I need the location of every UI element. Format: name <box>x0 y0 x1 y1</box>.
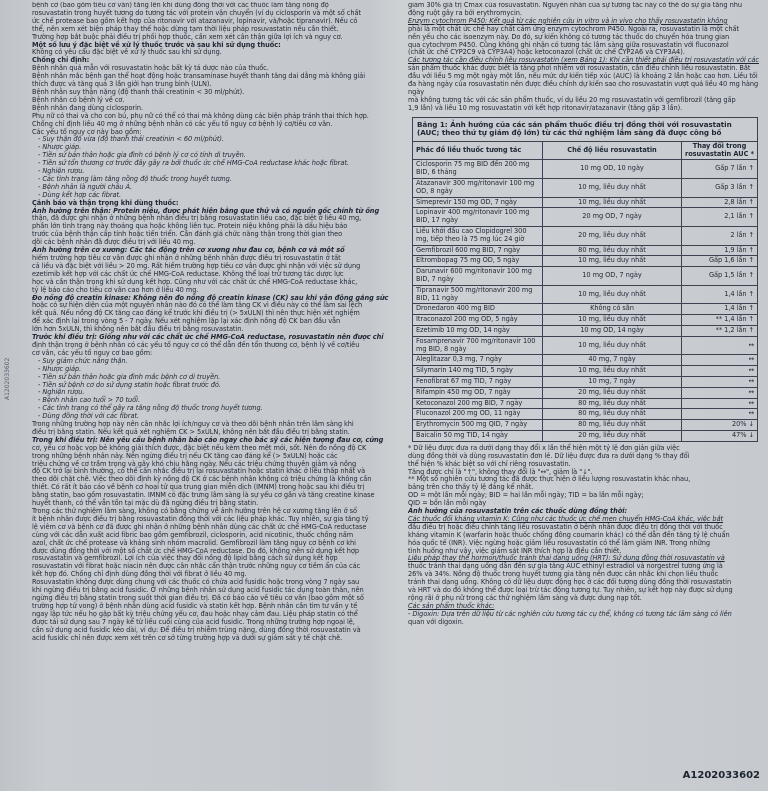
cell-interacting-drug: Ketoconazol 200 mg BID, 7 ngày <box>413 398 543 409</box>
text-line: thể hiện % khác biệt so với chỉ riêng rosuvastatin. <box>408 459 571 468</box>
text-line: - Bệnh nhân là người châu Á. <box>38 182 133 191</box>
text-line: azol, chất ức chế protease và kháng sinh nhóm macrolid. Gemfibrozil làm tăng nguy cơ bệnh cơ khi <box>32 538 356 547</box>
text-line: OD = một lần mỗi ngày; BID = hai lần mỗi ngày; TID = ba lần mỗi ngày; <box>408 491 644 500</box>
table-row <box>413 179 758 198</box>
cell-auc-change: ↔ <box>682 398 758 409</box>
text-line: giảm 30% giá trị Cmax của rosuvastatin. Nguyên nhân của sự tương tác này có thể do sự gia tăng nhu <box>408 2 742 9</box>
text-line: - Dùng kết hợp các fibrat. <box>38 190 122 199</box>
text-line: cần sử dụng acid fusidic kéo dài, ví dụ: Để điều trị nhiễm trùng nặng, dùng đồng thời rosuvastatin và <box>32 625 361 634</box>
table-row <box>413 326 758 337</box>
text-line: QID = bốn lần mỗi ngày <box>408 499 487 508</box>
text-line: 1,9 lần) và liều 10 mg rosuvastatin với kết hợp ritonavir/atazanavir (tăng gấp 3 lần). <box>408 103 683 112</box>
cell-rosuvastatin-dose: 10 mg OD, 10 ngày <box>543 160 682 179</box>
text-line: Các thuốc đối kháng vitamin K: Cũng như các thuốc ức chế men chuyển HMG-CoA khác, việc bắt <box>408 514 724 523</box>
text-line: kết hợp đó. Chống chỉ định dùng đồng thời với fibrat ở liều 40 mg. <box>32 570 247 579</box>
table-row <box>413 355 758 366</box>
text-line: thận, đã được ghi nhận ở những bệnh nhân điều trị bằng rosuvastatin liều cao, đặc biệt ở liều 40 mg, <box>32 214 362 223</box>
cell-rosuvastatin-dose: 20 mg OD, 7 ngày <box>543 208 682 227</box>
text-line: Trong các thử nghiệm lâm sàng, không có bằng chứng về ảnh hưởng trên hệ cơ xương tăng lên ở số <box>32 507 357 515</box>
text-line: - Suy thận độ vừa (độ thanh thải creatinin < 60 ml/phút). <box>38 135 224 144</box>
cell-interacting-drug: Darunavir 600 mg/ritonavir 100 mg BID, 7 ngày <box>413 267 543 286</box>
text-line: điều trị bằng statin. Nếu kết quả xét nghiệm CK > 5xULN, không nên bắt đầu điều trị bằng statin. <box>32 427 350 436</box>
text-line: đầu với liều 5 mg một ngày một lần, nếu mức dự kiến tiếp xúc (AUC) là khoảng 2 lần hoặc cao hơn. Liều tối <box>408 72 758 81</box>
text-line: Enzym cytochrom P450: Kết quả từ các nghiên cứu in vitro và in vivo cho thấy rosuvastatin không <box>408 16 728 25</box>
table-row <box>413 245 758 256</box>
cell-auc-change: Gấp 7 lần ↑ <box>682 160 758 179</box>
table-row <box>413 285 758 304</box>
text-line: tỷ lệ báo cáo cho tiêu cơ vân cao hơn ở liều 40 mg. <box>32 285 199 294</box>
text-line: * Dữ liệu được đưa ra dưới dạng thay đổi x lần thể hiện một tỷ lệ đơn giản giữa việc <box>408 443 680 452</box>
cell-auc-change: ** 1,4 lần ↑ <box>682 315 758 326</box>
cell-auc-change: 1,4 lần ↑ <box>682 285 758 304</box>
text-line: theo dõi chặt chẽ. Việc theo dõi định kỳ nồng độ CK ở các bệnh nhân không có triệu chứng là không cần <box>32 475 372 484</box>
right-bottom-text <box>408 445 762 627</box>
text-line: qua cytochrom P450. Cũng không ghi nhận có tương tác lâm sàng giữa rosuvastatin với fluconazol <box>408 40 729 49</box>
text-line: động ruột gây ra bởi erythromycin. <box>408 8 522 17</box>
text-line: - Tiền sử bản thân hoặc gia đình mắc bệnh cơ di truyền. <box>38 372 221 381</box>
cell-rosuvastatin-dose: 10 mg, liều duy nhất <box>543 197 682 208</box>
cell-rosuvastatin-dose: 20 mg, liều duy nhất <box>543 430 682 441</box>
side-code: A1202033602 <box>4 357 11 400</box>
header-interacting-drug: Phác đồ liều thuốc tương tác <box>413 141 543 160</box>
text-line: dõi các bệnh nhân đã được điều trị với liều 40 mg. <box>32 238 196 247</box>
cell-rosuvastatin-dose: 10 mg, liều duy nhất <box>543 285 682 304</box>
text-line: huyết thanh, có thể vẫn tồn tại mặc dù đã ngừng điều trị bằng statin. <box>32 499 259 508</box>
cell-rosuvastatin-dose: 80 mg, liều duy nhất <box>543 398 682 409</box>
text-line: ngay lập tức nếu họ gặp bất kỳ triệu chứng yếu cơ, đau hoặc nhạy cảm đau. Liệu pháp statin có thể <box>32 609 358 618</box>
text-line: rosuvastatin với fibrat hoặc niacin nên được cân nhắc cẩn thận trước những nguy cơ tiềm ẩn của các <box>32 562 361 571</box>
text-line: acid fusidic chỉ nên được xem xét trên cơ sở từng trường hợp và dưới sự giám sát y tế chặt chẽ. <box>32 633 343 642</box>
text-line: - Nghiện rượu. <box>38 167 85 176</box>
text-line: Trường hợp bắt buộc phải điều trị phối hợp thuốc, cần xem xét cân thận giữa lợi ích và nguy cơ. <box>32 32 343 41</box>
cell-interacting-drug: Atazanavir 300 mg/ritonavir 100 mg OD, 8 ngày <box>413 179 543 198</box>
text-line: bằng statin, bao gồm rosuvastatin. IMNM có đặc trưng lâm sàng là sự yếu cơ gần và tăng creatine kinase <box>32 491 375 500</box>
cell-auc-change: ↔ <box>682 377 758 388</box>
cell-auc-change: 1,4 lần ↑ <box>682 304 758 315</box>
cell-interacting-drug: Itraconazol 200 mg OD, 5 ngày <box>413 315 543 326</box>
cell-interacting-drug: Liều khởi đầu cao Clopidogrel 300 mg, tiếp theo là 75 mg lúc 24 giờ <box>413 227 543 246</box>
text-line: định thận trọng ở bệnh nhân có các yếu tố nguy cơ có thể dẫn đến tổn thương cơ, bệnh lý về cơ/tiêu <box>32 340 360 349</box>
table-row <box>413 160 758 179</box>
text-line: bệnh cơ (bao gồm tiêu cơ vân) tăng lên khi dùng đồng thời với các thuốc làm tăng nồng độ <box>32 2 329 9</box>
text-line: tình huống như vậy, việc giám sát INR thích hợp là điều cần thiết. <box>408 546 622 555</box>
text-line: trường hợp tử vong) ở bệnh nhân dùng acid fusidic và statin kết hợp. Bệnh nhân cần tìm tư vấn y tế <box>32 601 358 610</box>
text-line: rộng rãi ở phụ nữ trong các thử nghiệm lâm sàng và được dung nạp tốt. <box>408 594 642 602</box>
text-line: Cảnh báo và thận trọng khi dùng thuốc: <box>32 198 179 207</box>
text-line: Bệnh nhân suy thận nặng (độ thanh thải creatinin < 30 ml/phút). <box>32 87 245 96</box>
text-line: triệu chứng về cơ trầm trọng và gây khó chịu hằng ngày. Nếu các triệu chứng thuyên giảm và nồng <box>32 459 357 468</box>
text-line: - Nghiện rượu. <box>38 388 85 397</box>
cell-rosuvastatin-dose: 10 mg OD, 14 ngày <box>543 326 682 337</box>
text-line: tránh thai dạng uống. Không có dữ liệu dược động học ở các đối tượng dùng đồng thời rosuvastatin <box>408 578 732 587</box>
text-line: Ảnh hưởng của rosuvastatin trên các thuốc dùng đồng thời: <box>408 507 628 516</box>
cell-interacting-drug: Ezetimib 10 mg OD, 14 ngày <box>413 326 543 337</box>
table-row <box>413 304 758 315</box>
text-line: phải là một chất ức chế hay chất cảm ứng enzym cytochrom P450. Ngoài ra, rosuvastatin là một chất <box>408 24 739 33</box>
right-column <box>408 2 762 764</box>
table-row <box>413 197 758 208</box>
table-row <box>413 315 758 326</box>
text-line: mà không tương tác với các sản phẩm thuốc, ví dụ liều 20 mg rosuvastatin với gemfibrozil (tăng gấp <box>408 95 736 104</box>
cell-auc-change: 2,8 lần ↑ <box>682 197 758 208</box>
text-line: rosuvastatin trong huyết tương do tương tác với protein vận chuyển (ví dụ ciclosporin và một số chất <box>32 8 362 17</box>
cell-auc-change: Gấp 1,6 lần ↑ <box>682 256 758 267</box>
cell-interacting-drug: Eltrombopag 75 mg OD, 5 ngày <box>413 256 543 267</box>
cell-interacting-drug: Silymarin 140 mg TID, 5 ngày <box>413 366 543 377</box>
text-line: - Tiền sử bản thân hoặc gia đình có bệnh lý cơ có tính di truyền. <box>38 151 246 160</box>
text-line: và HRT và do đó không thể được loại trừ tác động tương tự. Tuy nhiên, sự kết hợp này được sử dụng <box>408 586 733 595</box>
document-code: A1202033602 <box>682 770 760 781</box>
text-line: độ CK trở lại bình thường, có thể cân nhắc điều trị lại rosuvastatin hoặc statin khác ở liều thấp nhất và <box>32 467 366 476</box>
table-row <box>413 420 758 431</box>
text-line: 26% và 34%. Nồng độ thuốc trong huyết tương gia tăng nên được cân nhắc khi chọn liều thuốc <box>408 570 719 579</box>
text-line: - Dùng đồng thời với các fibrat. <box>38 412 140 421</box>
cell-rosuvastatin-dose: 10 mg, liều duy nhất <box>543 336 682 355</box>
cell-rosuvastatin-dose: 40 mg, 7 ngày <box>543 355 682 366</box>
text-line: Ảnh hưởng trên thận: Protein niệu, được phát hiện bằng que thử và có nguồn gốc chính từ ống <box>32 206 380 215</box>
cell-interacting-drug: Fluconazol 200 mg OD, 11 ngày <box>413 409 543 420</box>
text-line: thể, nên xem xét biện pháp thay thế hoặc dừng tạm thời liệu pháp rosuvastatin nếu cần thiết. <box>32 24 339 33</box>
text-line: học và cần thận trọng khi sử dụng kết hợp. Cũng như với các chất ức chế HMG-CoA reductase khác, <box>32 277 358 286</box>
text-line: rosuvastatin và gemfibrozil. Lợi ích của việc thay đổi nồng độ lipid bằng cách sử dụng kết hợp <box>32 554 338 563</box>
table-row <box>413 208 758 227</box>
cell-interacting-drug: Tipranavir 500 mg/ritonavir 200 mg BID, 11 ngày <box>413 285 543 304</box>
text-line: ít bệnh nhân được điều trị bằng rosuvastatin đồng thời với các liệu pháp khác. Tuy nhiên, sự gia tăng tỷ <box>32 514 369 523</box>
cell-auc-change: ** 1,2 lần ↑ <box>682 326 758 337</box>
text-line: Đo nồng độ creatin kinase: Không nên đo nồng độ creatin kinase (CK) sau khi vận động gắng sức <box>32 293 389 302</box>
text-line: được dùng đồng thời với một số chất ức chế HMG-CoA reductase. Do đó, không nên sử dụng kết hợp <box>32 546 360 555</box>
table-header-row <box>413 141 758 160</box>
text-line: dùng đồng thời và dùng rosuvastatin đơn lẻ. Dữ liệu được đưa ra dưới dạng % thay đổi <box>408 451 690 460</box>
cell-auc-change: 20% ↓ <box>682 420 758 431</box>
text-line: được tái sử dụng sau 7 ngày kể từ liều cuối cùng của acid fusidic. Trong những trường hợp ngoại lệ, <box>32 617 355 626</box>
text-line: - Các tình trạng có thể gây ra tăng nồng độ thuốc trong huyết tương. <box>38 404 263 413</box>
cell-interacting-drug: Simeprevir 150 mg OD, 7 ngày <box>413 197 543 208</box>
cell-auc-change: ↔ <box>682 366 758 377</box>
text-line: cả liều và đặc biệt với liều > 20 mg. Rất hiếm trường hợp tiêu cơ vân được ghi nhận với việc sử dụng <box>32 261 361 270</box>
text-line: Rosuvastatin không được dùng chung với các thuốc có chứa acid fusidic hoặc trong vòng 7 ngày sau <box>32 578 360 587</box>
left-column <box>32 2 396 789</box>
cell-auc-change: Gấp 3 lần ↑ <box>682 179 758 198</box>
cell-auc-change: 1,9 lần ↑ <box>682 245 758 256</box>
text-line: ezetimib kết hợp với các chất ức chế HMG-CoA reductase. Không thể loại trừ tương tác dược lực <box>32 269 344 278</box>
cell-auc-change: ↔ <box>682 409 758 420</box>
cell-auc-change: 2 lần ↑ <box>682 227 758 246</box>
table-row <box>413 256 758 267</box>
cell-rosuvastatin-dose: 10 mg OD, 7 ngày <box>543 267 682 286</box>
text-line: Trong khi điều trị: Nên yêu cầu bệnh nhân báo cáo ngay cho bác sỹ các hiện tượng đau cơ, cứng <box>32 435 384 444</box>
cell-interacting-drug: Dronedaron 400 mg BID <box>413 304 543 315</box>
text-line: sản phẩm thuốc khác được biết là tăng phơi nhiễm với rosuvastatin, cần điều chỉnh liều rosuvastatin. Bắt <box>408 64 751 73</box>
cell-interacting-drug: Erythromycin 500 mg QID, 7 ngày <box>413 420 543 431</box>
cell-rosuvastatin-dose: 20 mg, liều duy nhất <box>543 227 682 246</box>
cell-rosuvastatin-dose: 10 mg, liều duy nhất <box>543 256 682 267</box>
text-line: quan với digoxin. <box>408 617 464 626</box>
table-row <box>413 387 758 398</box>
text-line: Bệnh nhân đang dùng ciclosporin. <box>32 103 144 112</box>
text-line: Liệu pháp thay thế hormon/thuốc tránh thai dạng uống (HRT): Sử dụng đồng thời rosuvastatin và <box>408 554 725 563</box>
text-line: - Các tình trạng làm tăng nồng độ thuốc trong huyết tương. <box>38 174 232 183</box>
table-row <box>413 227 758 246</box>
text-line: Không có yêu cầu đặc biệt về xử lý thuốc sau khi sử dụng. <box>32 48 222 57</box>
text-line: kết quả. Nếu nồng độ CK tăng cao đáng kể trước khi điều trị (> 5xULN) thì nên thực hiện xét nghiệm <box>32 309 360 318</box>
text-line: phần lớn tình trạng này thoáng qua hoặc không liên tục. Protein niệu không phải là dấu hiệu báo <box>32 222 348 231</box>
cell-rosuvastatin-dose: 80 mg, liều duy nhất <box>543 420 682 431</box>
table-row <box>413 430 758 441</box>
text-line: kháng vitamin K (warfarin hoặc thuốc chống đông coumarin khác) có thể dẫn đến tăng tỷ lệ chuẩn <box>408 530 730 539</box>
text-line: cơ vân, các yếu tố nguy cơ bao gồm: <box>32 348 153 357</box>
text-line: hoặc có sự hiện diện của một nguyên nhân nào đó có thể làm tăng CK vì điều này có thể làm sai lệch <box>32 301 363 310</box>
text-line: Trước khi điều trị: Giống như với các chất ức chế HMG-CoA reductase, rosuvastatin nên được chỉ <box>32 333 384 342</box>
text-line: lớn hơn 5xULN, thì không nên bắt đầu điều trị bằng rosuvastatin. <box>32 325 244 334</box>
cell-auc-change: ↔ <box>682 336 758 355</box>
cell-interacting-drug: Baicalin 50 mg TID, 14 ngày <box>413 430 543 441</box>
text-line: - Nhược giáp. <box>38 143 82 152</box>
text-line: lệ viêm cơ và bệnh cơ đã được ghi nhận ở những bệnh nhân dùng các chất ức chế HMG-CoA reductase <box>32 522 367 531</box>
text-line: - Tiền sử tổn thương cơ trước đây gây ra bởi thuốc ức chế HMG-CoA reductase khác hoặc fibrat. <box>38 159 349 168</box>
text-line: Bệnh nhân mắc bệnh gan thể hoạt động hoặc transaminase huyết thanh tăng dai dẳng mà không giải <box>32 72 366 81</box>
text-line: - Tiền sử bệnh cơ do sử dụng statin hoặc fibrat trước đó. <box>38 380 221 389</box>
text-line: cơ, yếu cơ hoặc vọp bẻ không giải thích được, đặc biệt nếu kèm theo mệt mỏi, sốt. Nên đo nồng độ CK <box>32 443 367 452</box>
cell-interacting-drug: Ciclosporin 75 mg BID đến 200 mg BID, 6 tháng <box>413 160 543 179</box>
cell-rosuvastatin-dose: Không có sẵn <box>543 304 682 315</box>
table-row <box>413 366 758 377</box>
cell-auc-change: Gấp 1,5 lần ↑ <box>682 267 758 286</box>
text-line: - Suy giảm chức năng thận. <box>38 356 128 365</box>
table-row <box>413 267 758 286</box>
text-line: Ảnh hưởng trên cơ xương: Các tác động trên cơ xương như đau cơ, bệnh cơ và một số <box>32 246 345 255</box>
text-line: để xác định lại trong vòng 5 - 7 ngày. Nếu xét nghiệm lặp lại xác định nồng độ CK ban đầu vẫn <box>32 317 341 326</box>
text-line: Trong những trường hợp này nên cân nhắc lợi ích/nguy cơ và theo dõi bệnh nhân trên lâm sàng khi <box>32 420 354 429</box>
text-line: (chất ức chế CYP2C9 và CYP3A4) hoặc ketoconazol (chất ức chế CYP2A6 và CYP3A4). <box>408 48 685 57</box>
text-line: thiết. Có rất ít báo cáo về bệnh cơ hoại tử qua trung gian miễn dịch (IMNM) trong hoặc sau khi điều trị <box>32 483 365 492</box>
cell-auc-change: ↔ <box>682 387 758 398</box>
text-line: khi ngừng điều trị bằng acid fusidic. Ở những bệnh nhân sử dụng acid fusidic tác dụng toàn thân, nên <box>32 586 364 595</box>
text-line: hiếm trường hợp tiêu cơ vân được ghi nhận ở những bệnh nhân được điều trị rosuvastatin ở tất <box>32 254 341 262</box>
text-line: đa hàng ngày của rosuvastatin nên được điều chỉnh dự kiến sao cho rosuvastatin vượt quá liều 40 mg hàng ngày <box>408 80 759 96</box>
text-line: Các sản phẩm thuốc khác: <box>408 601 495 610</box>
text-line: ngừng điều trị bằng statin trong suốt thời gian điều trị. Đã có báo cáo về tiêu cơ vân (bao gồm một số <box>32 593 364 602</box>
cell-rosuvastatin-dose: 10 mg, liều duy nhất <box>543 179 682 198</box>
text-line: ức chế protease bao gồm kết hợp của ritonavir với atazanavir, lopinavir, và/hoặc tipranavir). Nếu có <box>32 16 358 25</box>
cell-interacting-drug: Lopinavir 400 mg/ritonavir 100 mg BID, 17 ngày <box>413 208 543 227</box>
text-line: Tăng được chỉ là "↑", không thay đổi là "↔", giảm là "↓". <box>408 467 593 476</box>
cell-rosuvastatin-dose: 20 mg, liều duy nhất <box>543 387 682 398</box>
cell-rosuvastatin-dose: 10 mg, liều duy nhất <box>543 366 682 377</box>
text-line: ** Một số nghiên cứu tương tác đã được thực hiện ở liều lượng rosuvastatin khác nhau, <box>408 475 691 484</box>
text-line: Một số lưu ý đặc biệt về xử lý thuốc trước và sau khi sử dụng thuốc: <box>32 40 281 49</box>
text-line: trước của bệnh thận cấp tính hoặc tiến triển. Cần đánh giá chức năng thận trong thời gian theo <box>32 230 343 239</box>
text-line: trong những bệnh nhân này. Nên ngừng điều trị nếu CK tăng cao đáng kể (> 5xULN) hoặc các <box>32 451 338 460</box>
right-top-text <box>408 2 762 113</box>
cell-interacting-drug: Fenofibrat 67 mg TID, 7 ngày <box>413 377 543 388</box>
text-line: thích được và tăng quá 3 lần giới hạn trung bình (ULN). <box>32 80 212 89</box>
table-row <box>413 377 758 388</box>
cell-interacting-drug: Fosamprenavir 700 mg/ritonavir 100 mg BID, 8 ngày <box>413 336 543 355</box>
cell-rosuvastatin-dose: 80 mg, liều duy nhất <box>543 245 682 256</box>
table-caption: Bảng 1: Ảnh hưởng của các sản phẩm thuốc điều trị đồng thời với rosuvastatin (AUC; theo thứ tự giảm độ lớn) từ các thử nghiệm lâm sàng đã được công bố <box>412 117 758 141</box>
table-row <box>413 398 758 409</box>
cell-rosuvastatin-dose: 80 mg, liều duy nhất <box>543 409 682 420</box>
text-line: hóa quốc tế (INR). Việc ngừng hoặc giảm liều rosuvastatin có thể làm giảm INR. Trong những <box>408 538 711 547</box>
table-row <box>413 336 758 355</box>
cell-auc-change: ↔ <box>682 355 758 366</box>
text-line: cùng với các dẫn xuất acid fibric bao gồm gemfibrozil, ciclosporin, acid nicotinic, thuốc chống nấm <box>32 530 354 539</box>
text-line: bảng trên cho thấy tỷ lệ đáng kể nhất. <box>408 483 534 492</box>
header-auc-change: Thay đổi trong rosuvastatin AUC * <box>682 141 758 160</box>
text-line: Chống chỉ định: <box>32 56 90 65</box>
cell-rosuvastatin-dose: 10 mg, 7 ngày <box>543 377 682 388</box>
text-line: - Nhược giáp. <box>38 364 82 373</box>
text-line: thuốc tránh thai dạng uống dẫn đến sự gia tăng AUC ethinyl estradiol và norgestrel tương ứng là <box>408 562 723 571</box>
cell-interacting-drug: Aleglitazar 0,3 mg, 7 ngày <box>413 355 543 366</box>
text-line: Các tương tác cần điều chỉnh liều rosuvastatin (xem Bảng 1): Khi cần thiết phải điều trị rosuvastatin với các <box>408 56 759 65</box>
cell-interacting-drug: Gemfibrozil 600 mg BID, 7 ngày <box>413 245 543 256</box>
text-line: - Digoxin: Dựa trên dữ liệu từ các nghiên cứu tương tác cụ thể, không có tương tác lâm sàng có liên <box>408 609 732 618</box>
cell-interacting-drug: Rifampin 450 mg OD, 7 ngày <box>413 387 543 398</box>
text-line: Bệnh nhân có bệnh lý về cơ. <box>32 95 125 104</box>
text-line: Các yếu tố nguy cơ này bao gồm: <box>32 127 142 136</box>
header-rosuvastatin-dose: Chế độ liều rosuvastatin <box>543 141 682 160</box>
cell-auc-change: 47% ↓ <box>682 430 758 441</box>
cell-rosuvastatin-dose: 10 mg, liều duy nhất <box>543 315 682 326</box>
table-row <box>413 409 758 420</box>
text-line: nền yếu cho các isoenzym này. Do đó, sự kiến không có tương tác thuốc do chuyển hóa trung gian <box>408 32 730 41</box>
text-line: Chống chỉ định liều 40 mg ở những bệnh nhân có các yếu tố nguy cơ bệnh lý cơ/tiêu cơ vân. <box>32 119 333 128</box>
text-line: - Bệnh nhân cao tuổi > 70 tuổi. <box>38 396 140 405</box>
text-line: đầu điều trị hoặc điều chỉnh tăng liều rosuvastatin ở bệnh nhân được điều trị đồng thời với thuốc <box>408 522 723 531</box>
text-line: Phụ nữ có thai và cho con bú, phụ nữ có thể có thai mà không dùng các biện pháp tránh thai thích hợp. <box>32 111 369 120</box>
interaction-table <box>412 117 758 442</box>
cell-auc-change: 2,1 lần ↑ <box>682 208 758 227</box>
text-line: Bệnh nhân quá mẫn với rosuvastatin hoặc bất kỳ tá dược nào của thuốc. <box>32 64 269 73</box>
